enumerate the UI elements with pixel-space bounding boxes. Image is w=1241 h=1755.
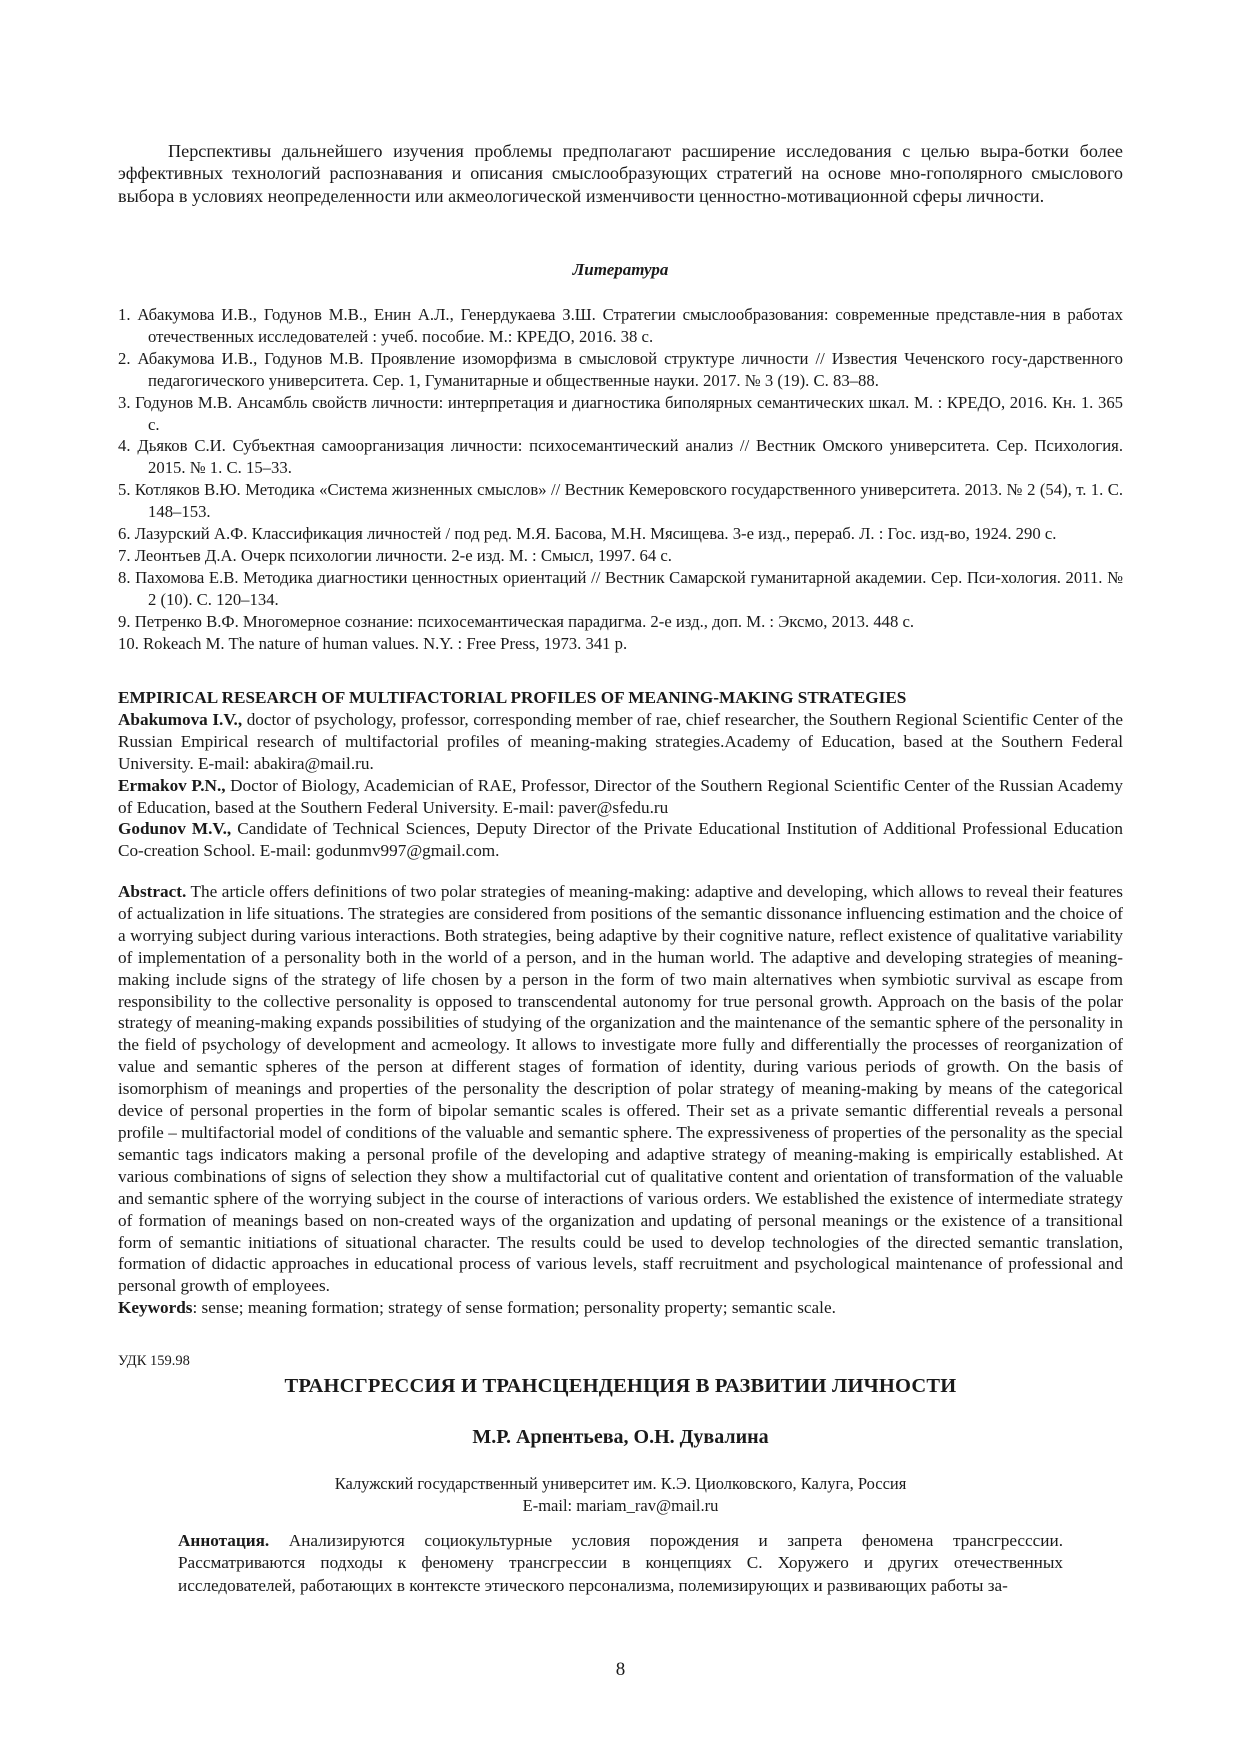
reference-text: 7. Леонтьев Д.А. Очерк психологии личности. 2-е изд. М. : Смысл, 1997. 64 с. (118, 545, 672, 565)
english-title: EMPIRICAL RESEARCH OF MULTIFACTORIAL PROFILES OF MEANING-MAKING STRATEGIES (118, 688, 907, 707)
reference-text: 10. Rokeach M. The nature of human values. N.Y. : Free Press, 1973. 341 p. (118, 633, 628, 653)
reference-text: 9. Петренко В.Ф. Многомерное сознание: психосемантическая парадигма. 2-е изд., доп. М. : Эксмо, 2013. 448 с. (118, 611, 915, 631)
author-name: Godunov M.V., (118, 819, 232, 839)
reference-text-cont: 2016. Кн. 1. 365 с. (148, 392, 1124, 434)
intro-line: Перспективы дальнейшего изучения проблемы предполагают расширение исследования с целью выра- (168, 141, 1025, 161)
reference-text: 6. Лазурский А.Ф. Классификация личностей / под ред. М.Я. Басова, М.Н. Мясищева. 3-е изд., перераб. Л. : Гос. изд-во, (118, 524, 970, 544)
intro-paragraph (118, 140, 1123, 207)
reference-item (118, 348, 1123, 392)
keywords-paragraph (118, 1297, 1123, 1319)
reference-item (118, 435, 1123, 479)
reference-item (118, 304, 1123, 348)
author-entry (118, 709, 1123, 775)
reference-item (118, 392, 1123, 436)
reference-item (118, 567, 1123, 611)
reference-text: 8. Пахомова Е.В. Методика диагностики ценностных ориентаций // Вестник Самарской гуманитарной академии. Сер. Пси- (118, 567, 1001, 587)
reference-item (118, 633, 1123, 655)
author-entry (118, 775, 1123, 819)
reference-text-cont: хология. 2011. № 2 (10). С. 120–134. (148, 567, 1123, 609)
reference-text: 2. Абакумова И.В., Годунов М.В. Проявление изоморфизма в смысловой структуре личности // Известия Чеченского госу- (118, 348, 1028, 368)
reference-text-cont: № 2 (54), т. 1. С. 148–153. (148, 480, 1124, 522)
article-title: ТРАНСГРЕССИЯ И ТРАНСЦЕНДЕНЦИЯ В РАЗВИТИИ ЛИЧНОСТИ (284, 1375, 957, 1397)
reference-text-cont: ния в работах отечественных исследователей : учеб. пособие. М.: КРЕДО, 2016. 38 с. (148, 305, 1123, 346)
reference-item (118, 545, 1123, 567)
literature-heading: Литература (572, 260, 669, 279)
english-section (118, 687, 1123, 862)
reference-text: 5. Котляков В.Ю. Методика «Система жизненных смыслов» // Вестник Кемеровского государственного университета. 2013. (118, 480, 1003, 500)
intro-line: ботки более эффективных технологий распознавания и описания смыслообразующих стратегий на основе мно- (118, 141, 1123, 184)
intro-line: гополярного смыслового выбора в условиях неопределенности или акмеологической изменчивости ценностно- (118, 163, 1123, 206)
reference-item (118, 611, 1123, 633)
udk-code: УДК 159.98 (118, 1353, 190, 1369)
annotation-paragraph (178, 1530, 1063, 1597)
annotation-text: Анализируются социокультурные условия порождения и запрета феномена трансгресссии. Рассматриваются подходы к феномену трансгрессии в концепциях С. Хоружего и других отечественных исследователей, работающих в контексте этического персонализма, полемизирующих и развивающих работы за- (178, 1531, 1063, 1595)
affiliation: Калужский государственный университет им. К.Э. Циолковского, Калуга, Россия (334, 1474, 907, 1493)
contact-email: E-mail: mariam_rav@mail.ru (522, 1496, 719, 1515)
author-details: doctor of psychology, professor, corresponding member of rae, chief researcher, the Southern Regional Scientific Center of the Russian Empirical research of multifactorial profiles of meaning-making strategies.Academy of Education, based at the Southern Federal University. E-mail: abakira@mail.ru. (118, 709, 1123, 773)
annotation-label: Аннотация. (178, 1531, 270, 1550)
reference-text: 3. Годунов М.В. Ансамбль свойств личности: интерпретация и диагностика биполярных семантических шкал. М. : КРЕДО, (118, 392, 1006, 412)
reference-text-cont: дарственного педагогического университета. Сер. 1, Гуманитарные и общественные науки. 2017. № 3 (19). С. 83–88. (148, 348, 1123, 390)
reference-list (118, 304, 1123, 655)
affiliation-block (118, 1473, 1123, 1517)
reference-item (118, 479, 1123, 523)
keywords-text: : sense; meaning formation; strategy of sense formation; personality property; semantic scale. (192, 1298, 836, 1318)
author-details: Candidate of Technical Sciences, Deputy Director of the Private Educational Institution of Additional Professional Education Co-creation School. E-mail: godunmv997@gmail.com. (118, 819, 1123, 861)
author-details: Doctor of Biology, Academician of RAE, Professor, Director of the Southern Regional Scientific Center of the Russian Academy of Education, based at the Southern Federal University. E-mail: paver@sfedu.ru (118, 775, 1123, 817)
abstract-text: The article offers definitions of two polar strategies of meaning-making: adaptive and developing, which allows to reveal their features of actualization in life situations. The strategies are considered from positions of the semantic dissonance influencing estimation and the choice of a worrying subject during various interactions. Both strategies, being adaptive by their cognitive nature, reflect existence of qualitative variability of implementation of a personality both in the world of a person, and in the human world. The adaptive and developing strategies of meaning-making include signs of the strategy of life chosen by a person in the form of two main alternatives when symbiotic survival as escape from responsibility to the collective personality is opposed to transcendental autonomy for true personal growth. Approach on the basis of the polar strategy of meaning-making expands possibilities of studying of the organization and the maintenance of the semantic sphere of the personality in the field of psychology of development and acmeology. It allows to investigate more fully and differentially the processes of reorganization of value and semantic spheres of the person at different stages of formation of identity, during various periods of growth. On the basis of isomorphism of meanings and properties of the personality the description of polar strategy of meaning-making by means of the categorical device of personal properties in the form of bipolar semantic scales is offered. Their set as a private semantic differential reveals a personal profile – multifactorial model of conditions of the valuable and semantic sphere. The expressiveness of properties of the personality as the special semantic tags indicators making a personal profile of the developing and adaptive strategy of meaning-making is empirically established. At various combinations of signs of selection they show a multifactorial cut of qualitative content and orientation of transformation of the valuable and semantic sphere of the worrying subject in the course of interactions of various orders. We established the existence of intermediate strategy of formation of meanings based on non-created ways of the organization and updating of personal meanings or the existence of a transitional form of semantic initiations of situational character. The results could be used to develop technologies of the directed semantic translation, formation of didactic approaches in educational process of various levels, staff recruitment and psychological maintenance of professional and personal growth of employees. (118, 882, 1123, 1296)
abstract-paragraph (118, 881, 1123, 1297)
annotation-block (178, 1530, 1063, 1597)
abstract-block (118, 881, 1123, 1319)
reference-item (118, 523, 1123, 545)
reference-text: 4. Дьяков С.И. Субъектная самоорганизация личности: психосемантический анализ // Вестник Омского университета. Сер. (118, 436, 1028, 456)
author-name: Ermakov P.N., (118, 775, 226, 795)
page-number: 8 (615, 1659, 626, 1680)
reference-text-cont: 1924. 290 с. (973, 524, 1057, 544)
keywords-label: Keywords (118, 1298, 193, 1318)
author-entry (118, 818, 1123, 862)
reference-text: 1. Абакумова И.В., Годунов М.В., Енин А.Л., Генердукаева З.Ш. Стратегии смыслообразования: современные представле- (118, 305, 1021, 324)
intro-line: мотивационной сферы личности. (786, 185, 1045, 206)
abstract-label: Abstract. (118, 882, 187, 901)
reference-text-cont: Психология. 2015. № 1. С. 15–33. (148, 436, 1124, 478)
author-name: Abakumova I.V., (118, 709, 243, 729)
article-authors: М.Р. Арпентьева, О.Н. Дувалина (472, 1426, 769, 1448)
